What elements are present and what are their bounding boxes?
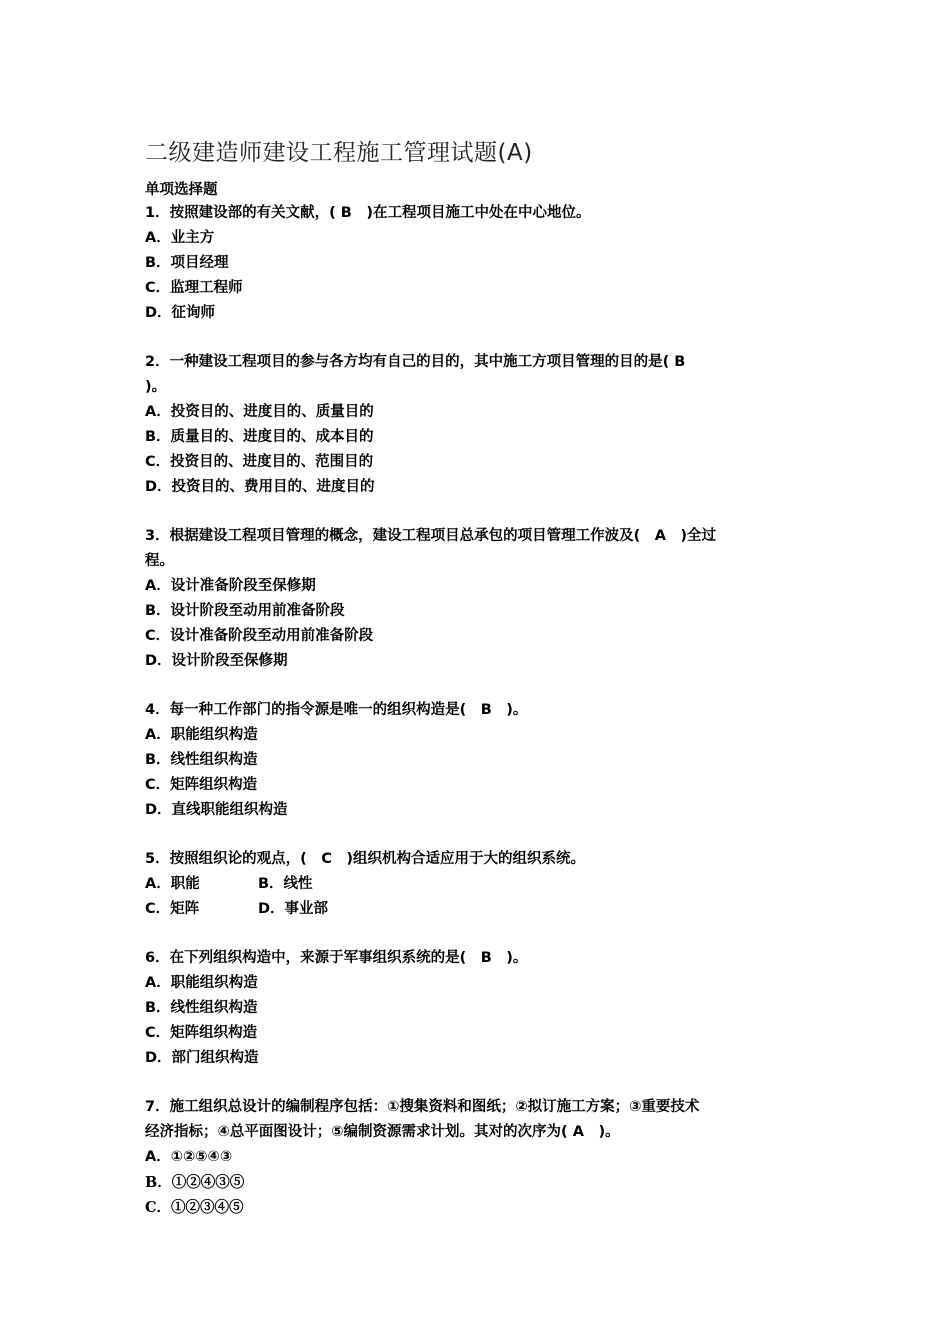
option-b: B．线性组织构造 bbox=[145, 752, 258, 768]
option-c: C．矩阵 bbox=[145, 901, 200, 917]
option-d: D．设计阶段至保修期 bbox=[145, 653, 288, 669]
question-4 bbox=[145, 698, 815, 823]
section-heading: 单项选择题 bbox=[145, 182, 218, 198]
option-a: A．投资目的、进度目的、质量目的 bbox=[145, 404, 374, 420]
question-stem: 2．一种建设工程项目的参与各方均有自己的目的，其中施工方项目管理的目的是( B bbox=[145, 354, 686, 370]
option-b: B．①②④③⑤ bbox=[145, 1174, 245, 1191]
question-stem: 6．在下列组织构造中，来源于军事组织系统的是( B )。 bbox=[145, 950, 528, 966]
question-stem: 5．按照组织论的观点，( C )组织机构合适应用于大的组织系统。 bbox=[145, 851, 585, 867]
option-a: A．职能 bbox=[145, 876, 200, 892]
option-c: C．矩阵组织构造 bbox=[145, 1025, 258, 1041]
document-title: 二级建造师建设工程施工管理试题(A) bbox=[145, 140, 533, 166]
option-c: C．投资目的、进度目的、范围目的 bbox=[145, 454, 374, 470]
option-d: D．征询师 bbox=[145, 305, 216, 321]
option-a: A．职能组织构造 bbox=[145, 975, 258, 991]
question-7 bbox=[145, 1095, 815, 1220]
option-d: D．投资目的、费用目的、进度目的 bbox=[145, 479, 375, 495]
option-b: B．线性组织构造 bbox=[145, 1000, 258, 1016]
option-c: C．设计准备阶段至动用前准备阶段 bbox=[145, 628, 374, 644]
option-c: C．监理工程师 bbox=[145, 280, 243, 296]
option-a: A．①②⑤④③ bbox=[145, 1149, 233, 1165]
option-row-2 bbox=[145, 897, 815, 922]
option-c: C．矩阵组织构造 bbox=[145, 777, 258, 793]
option-d: D．部门组织构造 bbox=[145, 1050, 259, 1066]
question-6 bbox=[145, 946, 815, 1071]
question-stem: 7．施工组织总设计的编制程序包括：①搜集资料和图纸；②拟订施工方案；③重要技术 bbox=[145, 1099, 700, 1115]
option-b: B．项目经理 bbox=[145, 255, 229, 271]
option-b: B．线性 bbox=[258, 876, 313, 892]
option-d: D．事业部 bbox=[258, 901, 329, 917]
option-c: C．①②③④⑤ bbox=[145, 1199, 244, 1216]
question-stem: 1．按照建设部的有关文献，( B )在工程项目施工中处在中心地位。 bbox=[145, 205, 591, 221]
question-stem: 4．每一种工作部门的指令源是唯一的组织构造是( B )。 bbox=[145, 702, 528, 718]
option-d: D．直线职能组织构造 bbox=[145, 802, 288, 818]
question-5 bbox=[145, 847, 815, 922]
option-b: B．设计阶段至动用前准备阶段 bbox=[145, 603, 345, 619]
question-1 bbox=[145, 201, 815, 326]
question-stem-continued: 程。 bbox=[145, 553, 174, 569]
option-a: A．职能组织构造 bbox=[145, 727, 258, 743]
option-a: A．设计准备阶段至保修期 bbox=[145, 578, 316, 594]
question-stem-continued: 经济指标；④总平面图设计；⑤编制资源需求计划。其对的次序为( A )。 bbox=[145, 1124, 620, 1140]
option-a: A．业主方 bbox=[145, 230, 215, 246]
option-b: B．质量目的、进度目的、成本目的 bbox=[145, 429, 374, 445]
option-row-1 bbox=[145, 872, 815, 897]
question-list bbox=[145, 201, 815, 1244]
question-stem: 3．根据建设工程项目管理的概念，建设工程项目总承包的项目管理工作波及( A )全过 bbox=[145, 528, 717, 544]
question-3 bbox=[145, 524, 815, 674]
question-2 bbox=[145, 350, 815, 500]
question-stem-continued: )。 bbox=[145, 379, 167, 395]
